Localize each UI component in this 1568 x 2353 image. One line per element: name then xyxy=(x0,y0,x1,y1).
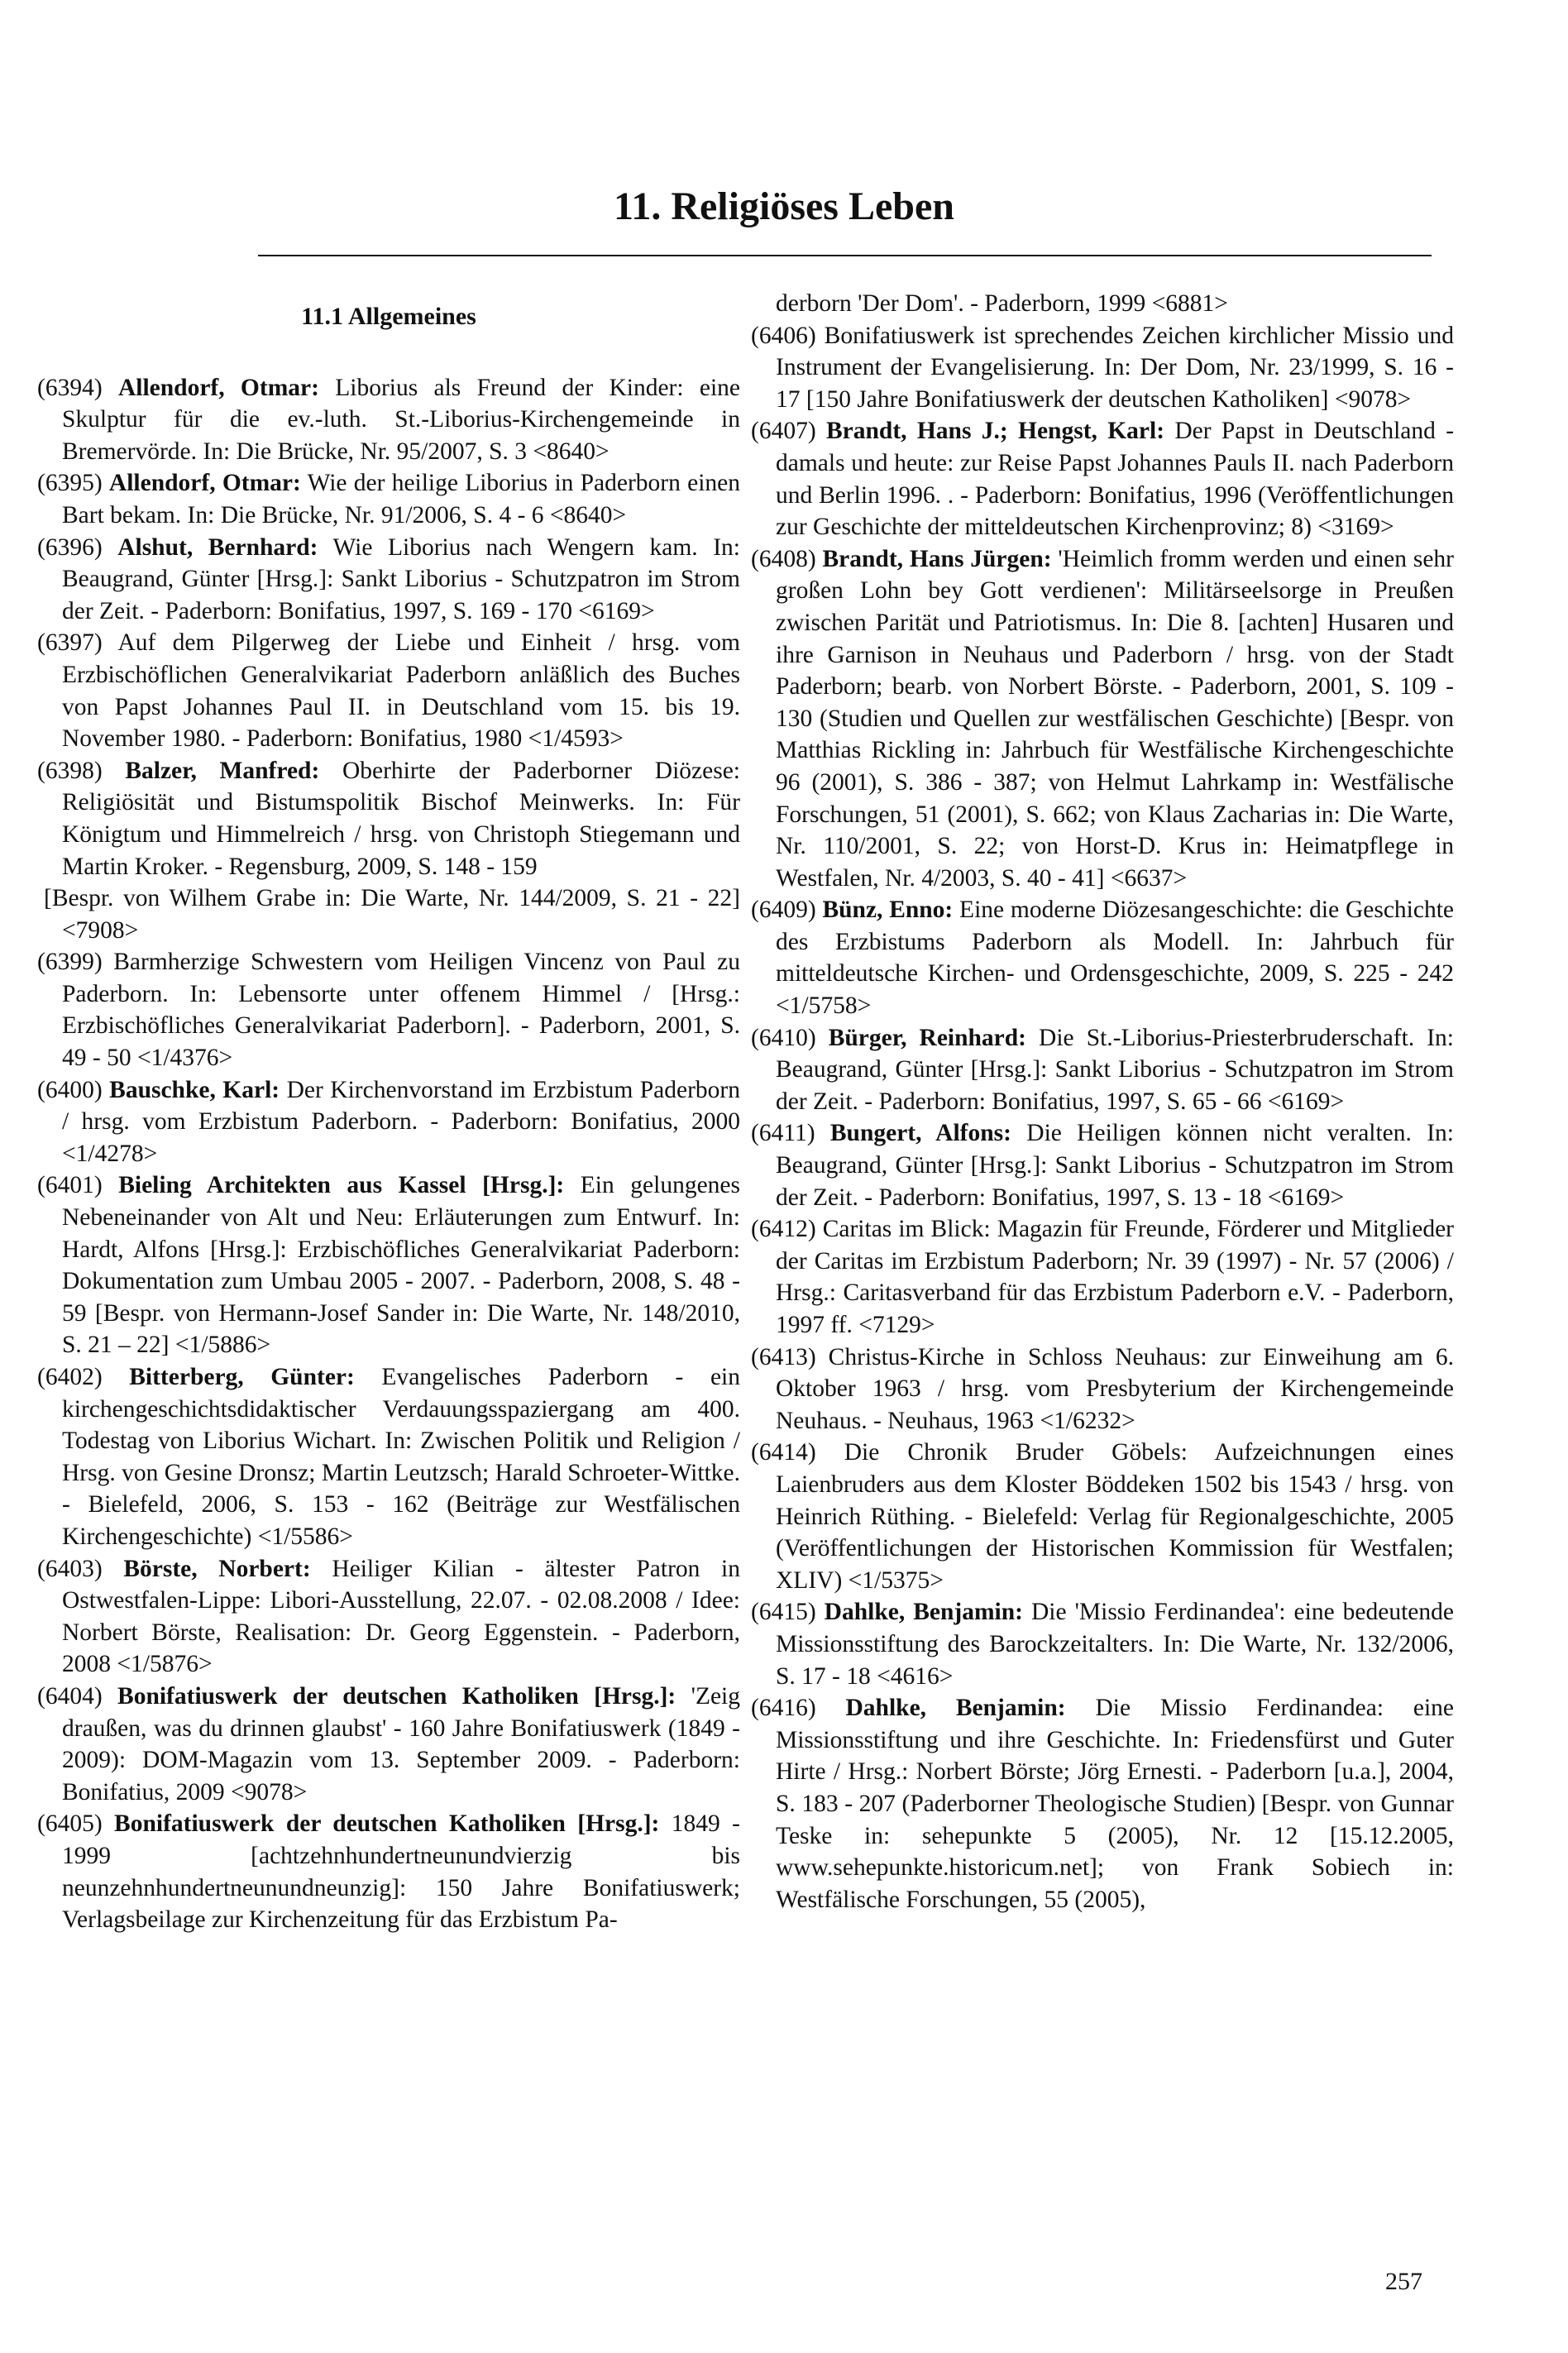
bibliography-entry xyxy=(37,1169,740,1361)
entry-number: (6395) xyxy=(37,470,103,497)
entry-author: Alshut, Bernhard: xyxy=(117,533,318,561)
entry-number: (6402) xyxy=(37,1364,103,1390)
entry-author: Bünz, Enno: xyxy=(822,897,954,924)
entry-text: Caritas im Blick: Magazin für Freunde, Förderer und Mitglieder der Caritas im Erzbistum Paderborn; Nr. 39 (1997) - Nr. 57 (2006) / Hrsg.: Caritasverband für das Erzbistum Paderborn e.V. - Paderborn, 1997 ff. <7129> xyxy=(776,1216,1455,1338)
bibliography-entry xyxy=(751,1341,1454,1437)
bibliography-entry xyxy=(751,894,1454,1021)
bibliography-entry xyxy=(751,1117,1454,1213)
bibliography-entry xyxy=(751,415,1454,543)
entry-text: 'Heimlich fromm werden und einen sehr großen Lohn bey Gott verdienen': Militärseelsorge in Preußen zwischen Parität und Patriotismus. In: Die 8. [achten] Husaren und ihre Garnison in Neuhaus und Paderborn / hrsg. von der Stadt Paderborn; bearb. von Norbert Börste. - Paderborn, 2001, S. 109 - 130 (Studien und Quellen zur westfälischen Geschichte) [Bespr. von Matthias Rickling in: Jahrbuch für Westfälische Kirchengeschichte 96 (2001), S. 386 - 387; von Helmut Lahrkamp in: Westfälische Forschungen, 51 (2001), S. 662; von Klaus Zacharias in: Die Warte, Nr. 110/2001, S. 22; von Horst-D. Krus in: Heimatpflege in Westfalen, Nr. 4/2003, S. 40 - 41] <6637> xyxy=(776,545,1454,892)
entry-text: Wie Liborius nach Wengern kam. In: Beaugrand, Günter [Hrsg.]: Sankt Liborius - Schutzpatron im Strom der Zeit. - Paderborn: Bonifatius, 1997, S. 169 - 170 <6169> xyxy=(62,533,740,624)
entry-number: (6409) xyxy=(751,897,816,924)
entry-text: Eine moderne Diözesangeschichte: die Geschichte des Erzbistums Paderborn als Modell. In: Jahrbuch für mitteldeutsche Kirchen- und Ordensgeschichte, 2009, S. 225 - 242 <1/5758> xyxy=(776,897,1455,1020)
entry-number: (6416) xyxy=(751,1695,816,1722)
left-column xyxy=(37,288,740,1936)
entry-number: (6408) xyxy=(751,545,816,572)
entry-number: (6396) xyxy=(37,533,103,561)
bibliography-entry xyxy=(37,372,740,468)
bibliography-entry xyxy=(751,288,1454,320)
entry-text: Die Missio Ferdinandea: eine Missionsstiftung und ihre Geschichte. In: Friedensfürst und Guter Hirte / Hrsg.: Norbert Börste; Jörg Ernesti. - Paderborn [u.a.], 2004, S. 183 - 207 (Paderborner Theologische Studien) [Bespr. von Gunnar Teske in: sehepunkte 5 (2005), Nr. 12 [15.12.2005, www.sehepunkte.historicum.net]; von Frank Sobiech in: Westfälische Forschungen, 55 (2005), xyxy=(776,1695,1455,1913)
entry-number: (6404) xyxy=(37,1682,103,1710)
entry-author: Börste, Norbert: xyxy=(123,1555,311,1582)
bibliography-entry xyxy=(37,1553,740,1681)
entry-number: (6399) xyxy=(37,949,103,976)
entry-text: Die Chronik Bruder Göbels: Aufzeichnungen eines Laienbruders aus dem Kloster Böddeken 1502 bis 1543 / hrsg. von Heinrich Rüthing. - Bielefeld: Verlag für Regionalgeschichte, 2005 (Veröffentlichungen der Historischen Kommission für Westfalen; XLIV) <1/5375> xyxy=(776,1439,1454,1594)
entry-number: (6412) xyxy=(751,1216,816,1243)
entry-number: (6397) xyxy=(37,629,103,657)
bibliography-entry xyxy=(751,1437,1454,1596)
entry-number: (6413) xyxy=(751,1343,816,1370)
entry-author: Brandt, Hans Jürgen: xyxy=(822,545,1052,572)
bibliography-entry xyxy=(37,467,740,531)
bibliography-entry xyxy=(37,1808,740,1935)
entry-text: Evangelisches Paderborn - ein kirchengeschichtsdidaktischer Verdauungsspaziergang am 400. Todestag von Liborius Wichart. In: Zwischen Politik und Religion / Hrsg. von Gesine Dronsz; Martin Leutzsch; Harald Schroeter-Wittke. - Bielefeld, 2006, S. 153 - 162 (Beiträge zur Westfälischen Kirchengeschichte) <1/5586> xyxy=(62,1364,740,1550)
bibliography-entry xyxy=(37,532,740,628)
entry-text: Der Kirchenvorstand im Erzbistum Paderborn / hrsg. vom Erzbistum Paderborn. - Paderborn: Bonifatius, 2000 <1/4278> xyxy=(62,1076,740,1167)
entry-number: (6411) xyxy=(751,1120,815,1147)
entry-text: derborn 'Der Dom'. - Paderborn, 1999 <6881> xyxy=(776,290,1228,317)
entry-number: (6398) xyxy=(37,757,103,784)
bibliography-entry xyxy=(37,946,740,1074)
entry-text: Wie der heilige Liborius in Paderborn einen Bart bekam. In: Die Brücke, Nr. 91/2006, S. 4 - 6 <8640> xyxy=(62,470,741,528)
entry-text: Ein gelungenes Nebeneinander von Alt und Neu: Erläuterungen zum Entwurf. In: Hardt, Alfons [Hrsg.]: Erzbischöfliches Generalvikariat Paderborn: Dokumentation zum Umbau 2005 - 2007. - Paderborn, 2008, S. 48 - 59 [Bespr. von Hermann-Josef Sander in: Die Warte, Nr. 148/2010, S. 21 – 22] <1/5886> xyxy=(62,1172,740,1359)
bibliography-entry xyxy=(751,320,1454,416)
bibliography-entry xyxy=(37,882,740,946)
entry-author: Brandt, Hans J.; Hengst, Karl: xyxy=(825,418,1165,445)
bibliography-entry xyxy=(751,1596,1454,1692)
entry-text: 'Zeig draußen, was du drinnen glaubst' - 160 Jahre Bonifatiuswerk (1849 - 2009): DOM-Magazin vom 13. September 2009. - Paderborn: Bonifatius, 2009 <9078> xyxy=(62,1682,741,1805)
bibliography-entry xyxy=(751,1213,1454,1341)
entry-text: [Bespr. von Wilhem Grabe in: Die Warte, Nr. 144/2009, S. 21 - 22] <7908> xyxy=(44,885,740,944)
entry-author: Allendorf, Otmar: xyxy=(108,470,301,497)
entry-number: (6414) xyxy=(751,1439,816,1466)
entry-author: Bonifatiuswerk der deutschen Katholiken [Hrsg.]: xyxy=(117,1682,676,1710)
entry-text: Der Papst in Deutschland - damals und heute: zur Reise Papst Johannes Pauls II. nach Paderborn und Berlin 1996. . - Paderborn: Bonifatius, 1996 (Veröffentlichungen zur Geschichte der mitteldeutschen Kirchenprovinz; 8) <3169> xyxy=(776,418,1455,541)
entry-author: Bürger, Reinhard: xyxy=(828,1024,1027,1051)
entry-author: Bungert, Alfons: xyxy=(829,1120,1011,1147)
entry-text: Auf dem Pilgerweg der Liebe und Einheit / hrsg. vom Erzbischöflichen Generalvikariat Paderborn anläßlich des Buches von Papst Johannes Paul II. in Deutschland vom 15. bis 19. November 1980. - Paderborn: Bonifatius, 1980 <1/4593> xyxy=(62,629,740,753)
entry-number: (6394) xyxy=(37,374,103,401)
bibliography-entry xyxy=(37,627,740,754)
right-entries xyxy=(751,288,1454,1915)
bibliography-entry xyxy=(37,755,740,882)
entry-number: (6410) xyxy=(751,1024,816,1051)
page-number: 257 xyxy=(1385,2268,1422,2295)
entry-author: Bonifatiuswerk der deutschen Katholiken [Hrsg.]: xyxy=(114,1810,660,1838)
entry-author: Balzer, Manfred: xyxy=(125,757,320,784)
entry-author: Bieling Architekten aus Kassel [Hrsg.]: xyxy=(118,1172,565,1199)
entry-number: (6407) xyxy=(751,418,816,445)
section-heading: 11.1 Allgemeines xyxy=(301,303,476,330)
bibliography-entry xyxy=(751,1692,1454,1915)
entry-text: Bonifatiuswerk ist sprechendes Zeichen kirchlicher Missio und Instrument der Evangelisierung. In: Der Dom, Nr. 23/1999, S. 16 - 17 [150 Jahre Bonifatiuswerk der deutschen Katholiken] <9078> xyxy=(776,322,1454,413)
entry-text: 1849 - 1999 [achtzehnhundertneunundvierzig bis neunzehnhundertneunundneunzig]: 150 Jahre Bonifatiuswerk; Verlagsbeilage zur Kirchenzeitung für das Erzbistum Pa- xyxy=(62,1810,740,1934)
left-entries xyxy=(37,372,740,1936)
entry-number: (6405) xyxy=(37,1810,103,1838)
entry-text: Die Heiligen können nicht veralten. In: Beaugrand, Günter [Hrsg.]: Sankt Liborius - Schutzpatron im Strom der Zeit. - Paderborn: Bonifatius, 1997, S. 13 - 18 <6169> xyxy=(776,1120,1454,1211)
entry-number: (6401) xyxy=(37,1172,103,1199)
entry-text: Christus-Kirche in Schloss Neuhaus: zur Einweihung am 6. Oktober 1963 / hrsg. vom Presbyterium der Kirchengemeinde Neuhaus. - Neuhaus, 1963 <1/6232> xyxy=(776,1343,1454,1434)
bibliography-entry xyxy=(751,543,1454,895)
entry-author: Bitterberg, Günter: xyxy=(129,1364,355,1390)
entry-text: Die 'Missio Ferdinandea': eine bedeutende Missionsstiftung des Barockzeitalters. In: Die Warte, Nr. 132/2006, S. 17 - 18 <4616> xyxy=(776,1599,1454,1690)
entry-text: Barmherzige Schwestern vom Heiligen Vincenz von Paul zu Paderborn. In: Lebensorte unter offenem Himmel / [Hrsg.: Erzbischöfliches Generalvikariat Paderborn]. - Paderborn, 2001, S. 49 - 50 <1/4376> xyxy=(62,949,741,1072)
bibliography-entry xyxy=(751,1022,1454,1118)
entry-number: (6406) xyxy=(751,322,816,349)
chapter-title: 11. Religiöses Leben xyxy=(613,184,954,228)
entry-text: Liborius als Freund der Kinder: eine Skulptur für die ev.-luth. St.-Liborius-Kirchengemeinde in Bremervörde. In: Die Brücke, Nr. 95/2007, S. 3 <8640> xyxy=(62,374,741,465)
entry-text: Heiliger Kilian - ältester Patron in Ostwestfalen-Lippe: Libori-Ausstellung, 22.07. - 02.08.2008 / Idee: Norbert Börste, Realisation: Dr. Georg Eggenstein. - Paderborn, 2008 <1/5876> xyxy=(62,1555,740,1678)
right-column xyxy=(751,288,1454,1915)
entry-author: Bauschke, Karl: xyxy=(109,1076,280,1103)
entry-number: (6415) xyxy=(751,1599,816,1626)
entry-text: Die St.-Liborius-Priesterbruderschaft. In: Beaugrand, Günter [Hrsg.]: Sankt Liborius - Schutzpatron im Strom der Zeit. - Paderborn: Bonifatius, 1997, S. 65 - 66 <6169> xyxy=(776,1024,1455,1115)
entry-author: Dahlke, Benjamin: xyxy=(845,1695,1066,1722)
entry-text: Oberhirte der Paderborner Diözese: Religiösität und Bistumspolitik Bischof Meinwerks. In: Für Königtum und Himmelreich / hrsg. von Christoph Stiegemann und Martin Kroker. - Regensburg, 2009, S. 148 - 159 xyxy=(62,757,741,880)
entry-number: (6403) xyxy=(37,1555,103,1582)
chapter-rule xyxy=(258,255,1432,256)
entry-author: Allendorf, Otmar: xyxy=(117,374,319,401)
bibliography-entry xyxy=(37,1074,740,1170)
bibliography-entry xyxy=(37,1681,740,1808)
entry-author: Dahlke, Benjamin: xyxy=(824,1599,1023,1626)
bibliography-entry xyxy=(37,1361,740,1553)
entry-number: (6400) xyxy=(37,1076,103,1103)
